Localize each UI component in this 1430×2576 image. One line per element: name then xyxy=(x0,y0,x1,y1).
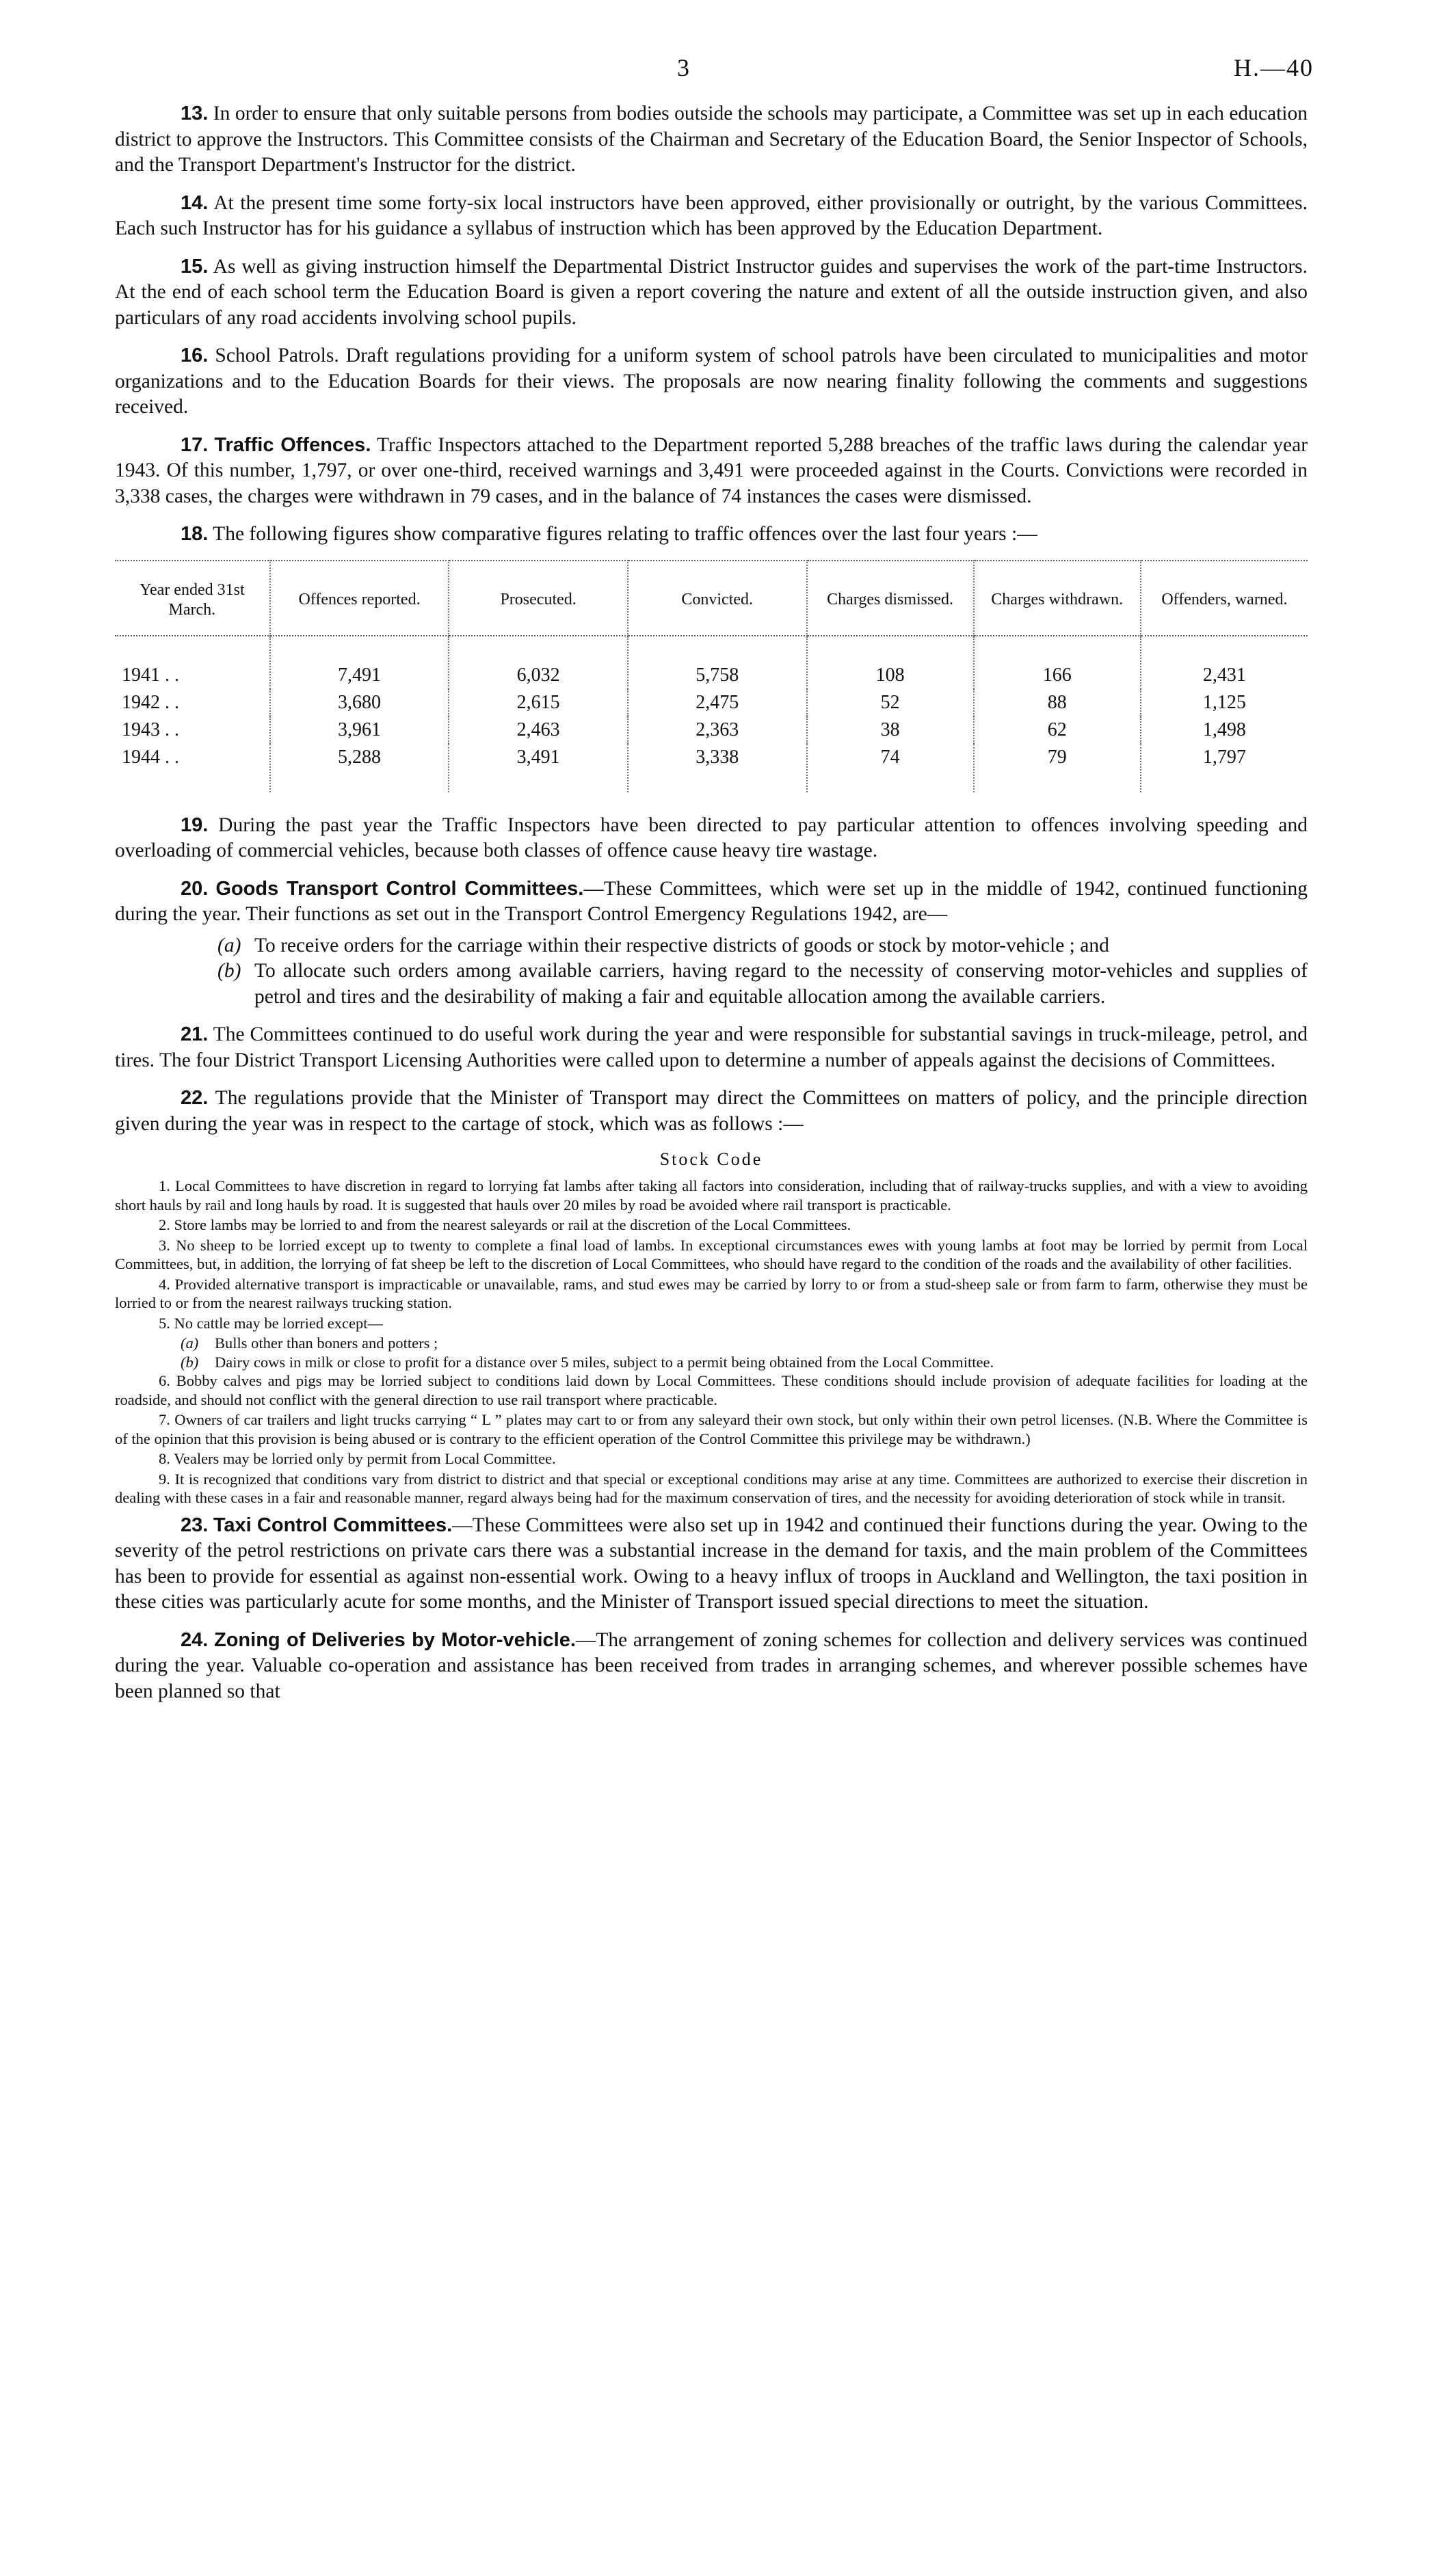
paragraph-number: 13. xyxy=(181,103,209,124)
paragraph-text: As well as giving instruction himself the Departmental District Instructor guides and supervises the work of the part-time Instructors. At the end of each school term the Education Board is given a report covering the nature and extent of all the outside instruction given, and also particulars of any road accidents involving school pupils. xyxy=(115,255,1308,329)
stock-code-item: 7. Owners of car trailers and light trucks carrying “ L ” plates may cart to or from any saleyard their own stock, but only within their own petrol licenses. (N.B. Where the Committee is of the opinion that this provision is being abused or is contrary to the efficient operation of the Control Committee this privilege may be withdrawn.) xyxy=(115,1411,1308,1447)
stock-code-item: 2. Store lambs may be lorried to and from the nearest saleyards or rail at the discretion of the Local Committees. xyxy=(159,1216,851,1233)
table-cell: 2,463 xyxy=(449,716,628,744)
table-cell: 1,498 xyxy=(1202,719,1246,740)
paragraph-19 xyxy=(115,813,1308,864)
stock-code-item: 8. Vealers may be lorried only by permit from Local Committee. xyxy=(159,1450,556,1467)
document-body xyxy=(115,101,1308,1717)
table-cell: 3,491 xyxy=(449,744,628,792)
page-number: 3 xyxy=(677,54,689,81)
paragraph-text: At the present time some forty-six local instructors have been approved, either provisionally or outright, by the various Committees. Each such Instructor has for his guidance a syllabus of instruction which has been approved by the Education Department. xyxy=(115,191,1308,239)
paragraph-heading: Taxi Control Committees. xyxy=(213,1514,453,1536)
table-cell: 2,615 xyxy=(449,689,628,716)
table-cell: 5,758 xyxy=(628,636,807,689)
paragraph-18 xyxy=(115,522,1308,548)
table-cell: 2,363 xyxy=(628,716,807,744)
list-item-text: To receive orders for the carriage within their respective districts of goods or stock by motor-vehicle ; and xyxy=(254,934,1109,956)
table-body xyxy=(115,636,1308,792)
stock-code-item: 5. No cattle may be lorried except— xyxy=(159,1314,383,1332)
list-item-label: (b) xyxy=(217,960,241,982)
column-header-offences: Offences reported. xyxy=(270,561,449,636)
stock-code-subitem xyxy=(115,1353,1308,1372)
committee-functions-list xyxy=(217,933,1308,1010)
paragraph-21 xyxy=(115,1022,1308,1073)
paragraph-text: The following figures show comparative figures relating to traffic offences over the last four years :— xyxy=(213,523,1037,545)
subitem-label: (a) xyxy=(181,1334,199,1352)
paragraph-group-1 xyxy=(115,101,1308,548)
table-cell: 2,475 xyxy=(628,689,807,716)
paragraph-heading: Zoning of Deliveries by Motor-vehicle. xyxy=(214,1628,576,1651)
paragraph-22 xyxy=(115,1086,1308,1137)
table-row xyxy=(115,744,1308,792)
paragraph-13 xyxy=(115,101,1308,178)
paragraph-16 xyxy=(115,343,1308,420)
list-item-text: To allocate such orders among available carriers, having regard to the necessity of conserving motor-vehicles and supplies of petrol and tires and the desirability of making a fair and equitable allocation among the available carriers. xyxy=(254,960,1308,1008)
table-cell: 52 xyxy=(807,689,974,716)
table-cell: 1942 . . xyxy=(115,689,270,716)
paragraph-group-3 xyxy=(115,1022,1308,1137)
paragraph-number: 18. xyxy=(181,523,209,545)
table-cell: 1,125 xyxy=(1202,691,1246,713)
table-row xyxy=(115,636,1308,689)
table-cell: 62 xyxy=(974,716,1141,744)
column-header-prosecuted: Prosecuted. xyxy=(449,561,628,636)
table-row xyxy=(115,716,1308,744)
table-cell: 6,032 xyxy=(449,636,628,689)
paragraph-number: 16. xyxy=(181,345,209,366)
table-cell: 2,431 xyxy=(1202,664,1246,686)
paragraph-20 xyxy=(115,876,1308,928)
table-cell: 88 xyxy=(974,689,1141,716)
stock-code-subitem xyxy=(115,1334,1308,1353)
paragraph-14 xyxy=(115,191,1308,242)
paragraph-number: 15. xyxy=(181,255,209,278)
paragraph-text: Traffic Inspectors attached to the Department reported 5,288 breaches of the traffic laws during the calendar year 1943. Of this number, 1,797, or over one-third, received warnings and 3,491 were proceeded against in the Courts. Convictions were recorded in 3,338 cases, the charges were withdrawn in 79 cases, and in the balance of 74 instances the cases were dismissed. xyxy=(115,433,1308,507)
table-row xyxy=(115,689,1308,716)
subitem-text: Bulls other than boners and potters ; xyxy=(215,1334,438,1352)
table-cell: 1941 . . xyxy=(115,636,270,689)
table-cell: 1,797 xyxy=(1202,746,1246,768)
column-header-warned: Offenders, warned. xyxy=(1141,561,1308,636)
table-cell: 7,491 xyxy=(270,636,449,689)
paragraph-heading: Goods Transport Control Committees. xyxy=(215,877,584,900)
table-cell: 79 xyxy=(974,744,1141,792)
paragraph-group-2 xyxy=(115,813,1308,928)
paragraph-text: The Committees continued to do useful work during the year and were responsible for substantial savings in truck-mileage, petrol, and tires. The four District Transport Licensing Authorities were called upon to determine a number of appeals against the decisions of Committees. xyxy=(115,1023,1308,1071)
stock-code-item: 1. Local Committees to have discretion in regard to lorrying fat lambs after taking all factors into consideration, including that of railway-trucks supplies, and with a view to avoiding short hauls by rail and long hauls by road. It is suggested that hauls over 20 miles by road be avoided where rail transport is practicable. xyxy=(115,1177,1308,1213)
paragraph-number: 23. xyxy=(181,1514,209,1536)
table-cell: 1944 . . xyxy=(115,744,270,792)
table-cell: 3,961 xyxy=(270,716,449,744)
stock-code-title: Stock Code xyxy=(659,1149,763,1169)
table-cell: 1943 . . xyxy=(115,716,270,744)
paragraph-text: —These Committees, which were set up in the middle of 1942, continued functioning during the year. Their functions as set out in the Transport Control Emergency Regulations 1942, are— xyxy=(115,877,1308,925)
paragraph-number: 14. xyxy=(181,191,209,214)
paragraph-24 xyxy=(115,1628,1308,1705)
paragraph-text: In order to ensure that only suitable persons from bodies outside the schools may participate, a Committee was set up in each education district to approve the Instructors. This Committee consists of the Chairman and Secretary of the Education Board, the Senior Inspector of Schools, and the Transport Department's Instructor for the district. xyxy=(115,103,1308,176)
table-header xyxy=(115,561,1308,636)
paragraph-17 xyxy=(115,433,1308,510)
stock-code-item: 4. Provided alternative transport is impracticable or unavailable, rams, and stud ewes may be carried by lorry to or from a stud-sheep sale or from farm to farm, otherwise they must be lorried to or from the nearest railways trucking station. xyxy=(115,1275,1308,1311)
table-cell: 5,288 xyxy=(270,744,449,792)
table-cell: 74 xyxy=(807,744,974,792)
paragraph-text: During the past year the Traffic Inspectors have been directed to pay particular attention to offences involving speeding and overloading of commercial vehicles, because both classes of offence cause heavy tire wastage. xyxy=(115,814,1308,861)
traffic-offences-table xyxy=(115,560,1308,792)
list-item xyxy=(217,933,1308,959)
paragraph-group-4 xyxy=(115,1513,1308,1705)
table-cell: 108 xyxy=(807,636,974,689)
table-cell: 38 xyxy=(807,716,974,744)
column-header-withdrawn: Charges withdrawn. xyxy=(974,561,1141,636)
stock-code-item: 9. It is recognized that conditions vary from district to district and that special or exceptional conditions may arise at any time. Committees are authorized to exercise their discretion in dealing with these cases in a fair and reasonable manner, regard always being had for the maximum conservation of tires, and the necessity for avoiding deterioration of stock while in transit. xyxy=(115,1470,1308,1506)
stock-code-item: 6. Bobby calves and pigs may be lorried subject to conditions laid down by Local Committees. These conditions should include provision of adequate facilities for loading at the roadside, and should not conflict with the general direction to use rail transport where practicable. xyxy=(115,1372,1308,1408)
subitem-label: (b) xyxy=(181,1353,199,1371)
paragraph-number: 24. xyxy=(181,1628,209,1651)
table-header-row xyxy=(115,561,1308,636)
list-item xyxy=(217,958,1308,1010)
paragraph-heading: Traffic Offences. xyxy=(214,433,371,456)
paragraph-23 xyxy=(115,1513,1308,1615)
paragraph-number: 20. xyxy=(181,877,209,900)
table-cell: 3,338 xyxy=(628,744,807,792)
table-cell: 166 xyxy=(974,636,1141,689)
stock-code-item: 3. No sheep to be lorried except up to twenty to complete a final load of lambs. In exceptional circumstances ewes with young lambs at foot may be lorried by permit from Local Committees, but, in addition, the lorrying of fat sheep be left to the discretion of Local Committees, who should have regard to the condition of the roads and the availability of other facilities. xyxy=(115,1236,1308,1272)
paragraph-number: 17. xyxy=(181,433,209,456)
paragraph-number: 22. xyxy=(181,1087,209,1109)
paragraph-text: The regulations provide that the Minister of Transport may direct the Committees on matters of policy, and the principle direction given during the year was in respect to the cartage of stock, which was as follows :— xyxy=(115,1087,1308,1135)
paragraph-number: 21. xyxy=(181,1023,209,1045)
column-header-convicted: Convicted. xyxy=(628,561,807,636)
column-header-dismissed: Charges dismissed. xyxy=(807,561,974,636)
subitem-text: Dairy cows in milk or close to profit for a distance over 5 miles, subject to a permit being obtained from the Local Committee. xyxy=(215,1353,994,1371)
paragraph-number: 19. xyxy=(181,814,209,836)
stock-code xyxy=(115,1177,1308,1507)
column-header-year: Year ended 31st March. xyxy=(115,561,270,636)
paragraph-15 xyxy=(115,254,1308,332)
list-item-label: (a) xyxy=(217,934,241,956)
paragraph-text: —The arrangement of zoning schemes for collection and delivery services was continued during the year. Valuable co-operation and assistance has been received from trades in arranging schemes, and wherever possible schemes have been planned so that xyxy=(115,1628,1308,1702)
table-cell: 3,680 xyxy=(270,689,449,716)
paragraph-text: —These Committees were also set up in 1942 and continued their functions during the year. Owing to the severity of the petrol restrictions on private cars there was a substantial increase in the demand for taxis, and the main problem of the Committees has been to provide for essential as against non-essential work. Owing to a heavy influx of troops in Auckland and Wellington, the taxi position in these cities was particularly acute for some months, and the Minister of Transport issued special directions to meet the situation. xyxy=(115,1514,1308,1613)
paragraph-text: School Patrols. Draft regulations providing for a uniform system of school patrols have been circulated to municipalities and motor organizations and to the Education Boards for their views. The proposals are now nearing finality following the comments and suggestions received. xyxy=(115,345,1308,418)
document-reference: H.—40 xyxy=(1234,54,1314,81)
